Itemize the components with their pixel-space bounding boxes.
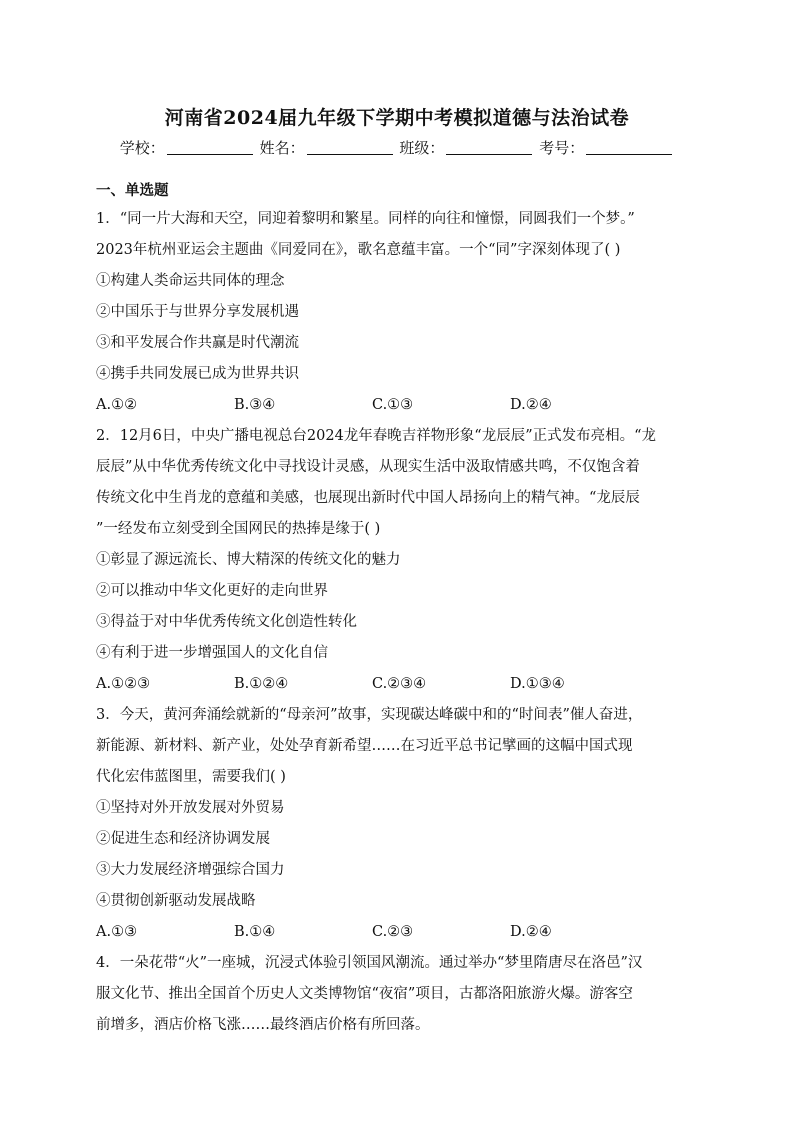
school-blank	[167, 141, 253, 155]
statement-option: ②中国乐于与世界分享发展机遇	[96, 304, 299, 320]
question-1	[96, 204, 700, 421]
question-stem-line: 新能源、新材料、新产业，处处孕育新希望……在习近平总书记擘画的这幅中国式现	[96, 738, 633, 754]
exam-title: 河南省2024届九年级下学期中考模拟道德与法治试卷	[164, 107, 630, 129]
question-stem-line: 2．12月6日，中央广播电视总台2024龙年春晚吉祥物形象“龙辰辰”正式发布亮相。“龙	[96, 428, 657, 444]
choice-a: A.①③	[96, 924, 138, 940]
statement-option: ①构建人类命运共同体的理念	[96, 273, 285, 289]
statement-option: ④有利于进一步增强国人的文化自信	[96, 645, 328, 661]
question-stem-line: 4．一朵花带“火”一座城，沉浸式体验引领国风潮流。通过举办“梦里隋唐尽在洛邑”汉	[96, 955, 643, 971]
question-4	[96, 948, 700, 1041]
statement-option: ③得益于对中华优秀传统文化创造性转化	[96, 614, 357, 630]
choice-a: A.①②③	[96, 676, 151, 692]
question-stem-line: 前增多，酒店价格飞涨……最终酒店价格有所回落。	[96, 1017, 430, 1033]
statement-option: ④贯彻创新驱动发展战略	[96, 893, 256, 909]
student-info-line	[0, 137, 794, 158]
class-label: 班级：	[399, 139, 445, 157]
exam-content	[96, 180, 700, 1041]
statement-option: ③和平发展合作共赢是时代潮流	[96, 335, 299, 351]
question-2	[96, 421, 700, 700]
statement-option: ②可以推动中华文化更好的走向世界	[96, 583, 328, 599]
name-label: 姓名：	[259, 139, 305, 157]
question-3	[96, 700, 700, 948]
choice-c: C.②③④	[372, 676, 427, 692]
answer-choices	[96, 917, 700, 948]
class-blank	[446, 141, 532, 155]
choice-d: D.②④	[510, 397, 552, 413]
choice-b: B.①④	[234, 924, 276, 940]
choice-c: C.①③	[372, 397, 414, 413]
question-stem-line: 传统文化中生肖龙的意蕴和美感，也展现出新时代中国人昂扬向上的精气神。“龙辰辰	[96, 490, 640, 506]
statement-option: ②促进生态和经济协调发展	[96, 831, 270, 847]
question-stem-line: 3．今天，黄河奔涌绘就新的“母亲河”故事，实现碳达峰碳中和的“时间表”催人奋进，	[96, 707, 643, 723]
number-blank	[586, 141, 672, 155]
name-blank	[307, 141, 393, 155]
choice-b: B.①②④	[234, 676, 289, 692]
answer-choices	[96, 669, 700, 700]
statement-option: ④携手共同发展已成为世界共识	[96, 366, 299, 382]
number-label: 考号：	[539, 139, 585, 157]
question-stem-line: 辰辰”从中华优秀传统文化中寻找设计灵感，从现实生活中汲取情感共鸣，不仅饱含着	[96, 459, 640, 475]
school-label: 学校：	[119, 139, 165, 157]
answer-choices	[96, 390, 700, 421]
question-stem-line: ”一经发布立刻受到全国网民的热捧是缘于( )	[96, 521, 381, 537]
choice-c: C.②③	[372, 924, 414, 940]
statement-option: ③大力发展经济增强综合国力	[96, 862, 285, 878]
question-stem-line: 服文化节、推出全国首个历史人文类博物馆“夜宿”项目，古都洛阳旅游火爆。游客空	[96, 986, 633, 1002]
section-title: 一、单选题	[96, 182, 169, 199]
statement-option: ①彰显了源远流长、博大精深的传统文化的魅力	[96, 552, 401, 568]
choice-d: D.①③④	[510, 676, 565, 692]
question-stem-line: 代化宏伟蓝图里，需要我们( )	[96, 769, 286, 785]
choice-b: B.③④	[234, 397, 276, 413]
question-stem-line: 2023年杭州亚运会主题曲《同爱同在》，歌名意蕴丰富。一个“同”字深刻体现了( )	[96, 242, 621, 258]
choice-d: D.②④	[510, 924, 552, 940]
choice-a: A.①②	[96, 397, 138, 413]
question-stem-line: 1．“同一片大海和天空，同迎着黎明和繁星。同样的向往和憧憬，同圆我们一个梦。”	[96, 211, 635, 227]
statement-option: ①坚持对外开放发展对外贸易	[96, 800, 285, 816]
